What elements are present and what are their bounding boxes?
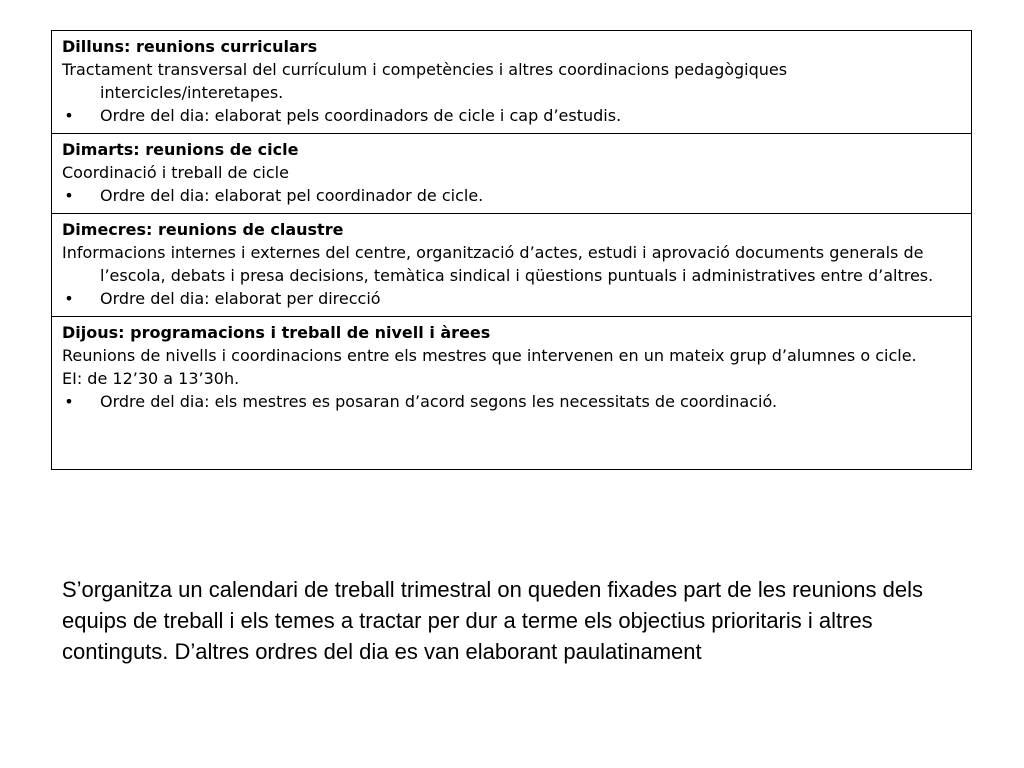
agenda-text: Ordre del dia: elaborat pels coordinadors de cicle i cap d’estudis. xyxy=(100,106,622,125)
schedule-row-tuesday xyxy=(52,134,971,214)
agenda-item xyxy=(62,104,961,127)
agenda-item xyxy=(62,287,961,310)
agenda-list xyxy=(62,104,961,127)
day-title: Dimecres: reunions de claustre xyxy=(62,220,344,239)
day-title: Dilluns: reunions curriculars xyxy=(62,37,318,56)
agenda-text: Ordre del dia: els mestres es posaran d’acord segons les necessitats de coordinació. xyxy=(100,392,778,411)
day-description: Coordinació i treball de cicle xyxy=(62,163,289,182)
bullet-icon: • xyxy=(64,106,74,125)
day-title: Dimarts: reunions de cicle xyxy=(62,140,299,159)
day-description: Tractament transversal del currículum i competències i altres coordinacions pedagògiques intercicles/interetapes. xyxy=(62,60,788,102)
agenda-text: Ordre del dia: elaborat per direcció xyxy=(100,289,381,308)
schedule-row-monday xyxy=(52,31,971,134)
schedule-row-thursday xyxy=(52,317,971,469)
bullet-icon: • xyxy=(64,392,74,411)
schedule-time-note: EI: de 12’30 a 13’30h. xyxy=(62,369,240,388)
day-title: Dijous: programacions i treball de nivell i àrees xyxy=(62,323,491,342)
bullet-icon: • xyxy=(64,186,74,205)
agenda-list xyxy=(62,184,961,207)
meeting-schedule-table xyxy=(51,30,972,470)
day-description: Reunions de nivells i coordinacions entre els mestres que intervenen en un mateix grup d’alumnes o cicle. xyxy=(62,346,917,365)
calendar-note-paragraph: S’organitza un calendari de treball trimestral on queden fixades part de les reunions dels equips de treball i els temes a tractar per dur a terme els objectius prioritaris i altres continguts. D’altres ordres del dia es van elaborant paulatinament xyxy=(62,577,923,664)
agenda-item xyxy=(62,184,961,207)
agenda-text: Ordre del dia: elaborat pel coordinador de cicle. xyxy=(100,186,484,205)
agenda-list xyxy=(62,390,961,413)
bullet-icon: • xyxy=(64,289,74,308)
agenda-list xyxy=(62,287,961,310)
agenda-item xyxy=(62,390,961,413)
day-description: Informacions internes i externes del centre, organització d’actes, estudi i aprovació documents generals de l’escola, debats i presa decisions, temàtica sindical i qüestions puntuals i administratives entre d’altres. xyxy=(62,243,934,285)
schedule-row-wednesday xyxy=(52,214,971,317)
